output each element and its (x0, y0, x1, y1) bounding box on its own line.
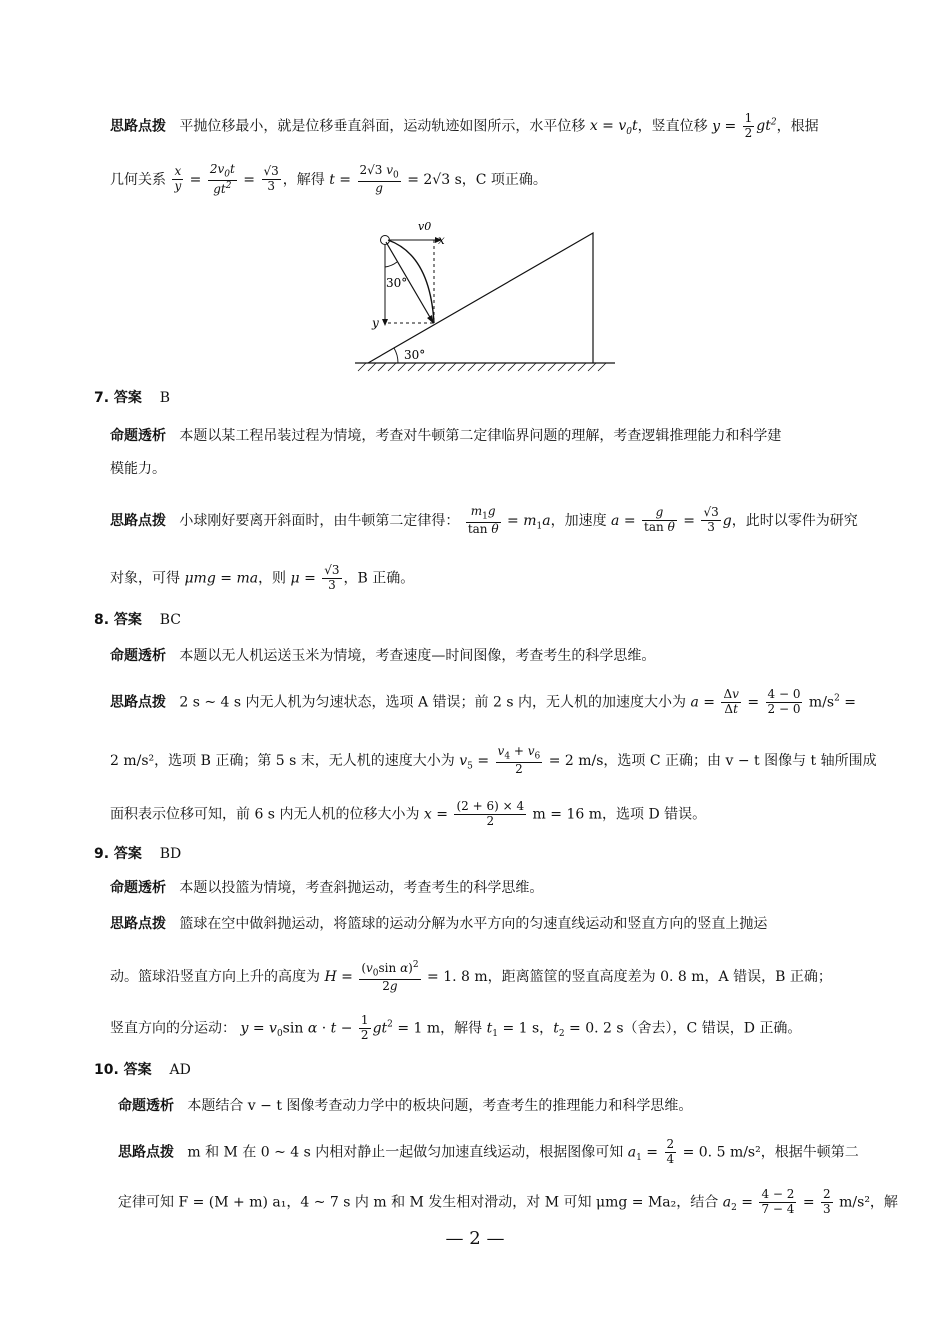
q8-answer: BC (159, 612, 182, 628)
q7-hint-text-f: ，B 正确。 (343, 570, 415, 587)
q8-frac-dv-dt: $\frac{\Delta v}{\Delta t}$ (723, 687, 739, 716)
q6-projectile-figure (350, 215, 620, 375)
q6-hint-text-e: ，解得 (282, 171, 325, 188)
q6-formula-x: $x = v_0t$ (589, 118, 638, 138)
q9-hint-label: 思路点拨 (110, 916, 166, 932)
q10-frac-a2: $\frac{4 - 2}{7 - 4}$ (761, 1187, 795, 1216)
q10-answer: AD (169, 1062, 191, 1078)
q9-hint-text-a: 篮球在空中做斜抛运动，将篮球的运动分解为水平方向的匀速直线运动和竖直方向的竖直上抛运 (179, 916, 768, 932)
q8-intent-label: 命题透析 (110, 648, 166, 664)
q8-frac-area: $\frac{(2 + 6) \times 4}{2}$ (456, 799, 525, 828)
q9-header-label: 9. 答案 (94, 846, 142, 862)
q8-frac-4-2: $\frac{4 - 0}{2 - 0}$ (767, 687, 801, 716)
q9-intent-line1 (110, 880, 543, 897)
v0-label: v0 (418, 220, 432, 233)
q10-hint-line2: 定律可知 F = (M + m) a₁，4 ~ 7 s 内 m 和 M 发生相对滑动，对 M 可知 μmg = Ma₂，结合 $a_2$ = $\frac{4 - 2}{7 - 4}$ = $\frac{2}{3}$ m/s²，解 (118, 1187, 898, 1216)
y-label: y (372, 316, 379, 330)
incline (368, 233, 593, 363)
q9-frac-H: $\frac{(v_0\sin \alpha)^2}{2g}$ (361, 960, 419, 993)
q9-hint-line2: 动。篮球沿竖直方向上升的高度为 H = $\frac{(v_0\sin \alpha)^2}{2g}$ = 1. 8 m，距离篮筐的竖直高度差为 0. 8 m，A 错误，B 正确； (110, 960, 832, 993)
q7-intent-text2: 模能力。 (110, 461, 166, 477)
angle-label-bottom: 30° (404, 348, 426, 362)
q6-hint-line2: 几何关系 $\frac{x}{y}$ = $\frac{2v_0t}{gt^2}$ = $\frac{√3}{3}$ ，解得 t = $\frac{2√3 v_0}{g}$ = 2√3 s，C 项正确。 (110, 162, 547, 196)
q7-hint-text-b: ，加速度 (550, 512, 607, 529)
q8-header-label: 8. 答案 (94, 612, 142, 628)
q10-hint-line1: 思路点拨 m 和 M 在 0 ~ 4 s 内相对静止一起做匀加速直线运动，根据图像可知 $a_1$ = $\frac{2}{4}$ = 0. 5 m/s²，根据牛顿第二 (118, 1137, 859, 1166)
q6-frac-xy: $\frac{x}{y}$ (174, 164, 182, 194)
q7-hint-text-e: ，则 (258, 570, 287, 587)
q9-hint-text-f: （舍去），C 错误，D 正确。 (623, 1020, 802, 1037)
q7-header-label: 7. 答案 (94, 390, 142, 406)
y-arrow (382, 319, 388, 326)
q9-header (94, 846, 181, 863)
q7-hint-line2: 对象，可得 μmg = ma，则 μ = $\frac{√3}{3}$ ，B 正确。 (110, 563, 415, 592)
page-number: — 2 — (445, 1228, 505, 1249)
q9-intent-label: 命题透析 (110, 880, 166, 896)
q7-hint-label: 思路点拨 (110, 512, 166, 529)
q10-hint-text-a: m 和 M 在 0 ~ 4 s 内相对静止一起做匀加速直线运动，根据图像可知 (187, 1144, 624, 1161)
q10-frac-a1: $\frac{2}{4}$ (666, 1137, 675, 1166)
q9-intent-text1: 本题以投篮为情境，考查斜抛运动，考查考生的科学思维。 (179, 880, 544, 896)
ground-hatching (358, 363, 606, 371)
q6-hint-text-f: s，C 项正确。 (454, 171, 547, 188)
q8-intent-line1 (110, 648, 655, 665)
q10-intent-label: 命题透析 (118, 1098, 174, 1114)
q10-hint-text-c: 定律可知 F = (M + m) a₁，4 ~ 7 s 内 m 和 M 发生相对滑动，对 M 可知 μmg = Ma₂，结合 (118, 1194, 719, 1211)
q6-hint-line1: 思路点拨 平抛位移最小，就是位移垂直斜面，运动轨迹如图所示，水平位移 $x = v_0t$，竖直位移 y = $\frac{1}{2}$ $gt^2$，根据 (110, 111, 819, 140)
q10-frac-2-3: $\frac{2}{3}$ (823, 1187, 831, 1216)
q7-intent-line2 (110, 461, 166, 478)
q7-frac-g-tan: $\frac{g}{\text{tan θ}}$ (644, 505, 675, 535)
q8-intent-text1: 本题以无人机运送玉米为情境，考查速度—时间图像，考查考生的科学思维。 (179, 648, 656, 664)
q10-hint-text-b: = 0. 5 m/s²，根据牛顿第二 (682, 1144, 859, 1161)
q10-intent-text1: 本题结合 v − t 图像考查动力学中的板块问题，考查考生的推理能力和科学思维。 (187, 1098, 693, 1114)
q10-header-label: 10. 答案 (94, 1062, 152, 1078)
q9-hint-text-b: 动。篮球沿竖直方向上升的高度为 (110, 968, 320, 985)
q6-hint-text-a: 平抛位移最小，就是位移垂直斜面，运动轨迹如图所示，水平位移 (179, 118, 586, 135)
q6-frac-t: $\frac{2√3 v_0}{g}$ (359, 163, 399, 195)
q6-hint-label: 思路点拨 (110, 118, 166, 135)
angle-arc-top (385, 262, 397, 267)
q8-hint-label: 思路点拨 (110, 694, 166, 711)
q8-hint-line1: 思路点拨 2 s ~ 4 s 内无人机为匀速状态，选项 A 错误；前 2 s 内，无人机的加速度大小为 a = $\frac{\Delta v}{\Delta t}$ = $\frac{4 - 0}{2 - 0}$ $m/s^2$ = (110, 687, 857, 716)
q8-hint-line2: 2 m/s²，选项 B 正确；第 5 s 末，无人机的速度大小为 $v_5$ = $\frac{v_4 + v_6}{2}$ = 2 m/s，选项 C 正确；由 v − t 图像与 t 轴所围成 (110, 744, 877, 776)
q9-hint-text-c: = 1. 8 m，距离篮筐的竖直高度差为 0. 8 m，A 错误，B 正确； (427, 968, 832, 985)
angle-arc-bottom (394, 348, 398, 363)
q7-header (94, 390, 170, 407)
q6-frac-sqrt3-3: $\frac{√3}{3}$ (263, 164, 279, 194)
q7-answer: B (159, 390, 171, 406)
q7-hint-text-c: ，此时以零件为研究 (731, 512, 858, 529)
q7-intent-label: 命题透析 (110, 428, 166, 444)
q6-formula-y: y = (712, 118, 737, 135)
q9-hint-text-d: 竖直方向的分运动： (110, 1020, 236, 1037)
q6-frac-half: $\frac{1}{2}$ (744, 111, 753, 140)
q9-hint-line1 (110, 916, 767, 933)
q8-hint-text-b: 2 m/s²，选项 B 正确；第 5 s 末，无人机的速度大小为 (110, 752, 455, 769)
q8-hint-line3: 面积表示位移可知，前 6 s 内无人机的位移大小为 x = $\frac{(2 + 6) \times 4}{2}$ m = 16 m，选项 D 错误。 (110, 799, 707, 828)
q7-frac-sqrt3: $\frac{√3}{3}$ (703, 505, 719, 535)
q8-header (94, 612, 181, 629)
x-label: x (438, 233, 445, 247)
q7-intent-text1: 本题以某工程吊装过程为情境，考查对牛顿第二定律临界问题的理解，考查逻辑推理能力和科学建 (179, 428, 782, 444)
q6-hint-text-b: ，竖直位移 (637, 118, 708, 135)
q7-frac-m1g: $\frac{m_1g}{\text{tan θ}}$ (467, 504, 499, 536)
q8-hint-text-d: 面积表示位移可知，前 6 s 内无人机的位移大小为 (110, 806, 420, 823)
q8-hint-text-e: m = 16 m，选项 D 错误。 (532, 806, 707, 823)
q9-frac-half: $\frac{1}{2}$ (360, 1013, 369, 1042)
q7-hint-text-d: 对象，可得 (110, 570, 180, 587)
q9-hint-line3: 竖直方向的分运动： $y = v_0\sin$ α · t − $\frac{1}{2}$ $gt^2 = 1$ m，解得 $t_1 = 1$ s，$t_2 = 0$. 2 s（舍去），C 错误，D 正确。 (110, 1013, 802, 1042)
q10-hint-text-d: m/s²，解 (839, 1194, 898, 1211)
q7-hint-line1: 思路点拨 小球刚好要离开斜面时，由牛顿第二定律得： $\frac{m_1g}{\text{tan θ}}$ = $m_1a$，加速度 a = $\frac{g}{\text{tan θ}}$ = $\frac{√3}{3}$ g，此时以零件为研究 (110, 504, 858, 536)
q10-hint-label: 思路点拨 (118, 1144, 174, 1161)
q6-frac-2v0t: $\frac{2v_0t}{gt^2}$ (209, 162, 235, 196)
q8-frac-v4v6: $\frac{v_4 + v_6}{2}$ (497, 744, 541, 776)
q6-hint-text-d: 几何关系 (110, 171, 166, 188)
q7-frac-mu: $\frac{√3}{3}$ (324, 563, 340, 592)
q10-header (94, 1062, 191, 1079)
q9-hint-text-e: = 1 m，解得 (397, 1020, 483, 1037)
q9-answer: BD (159, 846, 182, 862)
q7-hint-text-a: 小球刚好要离开斜面时，由牛顿第二定律得： (179, 512, 460, 529)
angle-label-top: 30° (386, 276, 408, 290)
q10-intent-line1 (118, 1098, 692, 1115)
q6-hint-text-c: ，根据 (776, 118, 819, 135)
q8-hint-text-a: 2 s ~ 4 s 内无人机为匀速状态，选项 A 错误；前 2 s 内，无人机的加速度大小为 (179, 694, 686, 711)
q8-hint-text-c: = 2 m/s，选项 C 正确；由 v − t 图像与 t 轴所围成 (548, 752, 877, 769)
q7-intent-line1 (110, 428, 781, 445)
